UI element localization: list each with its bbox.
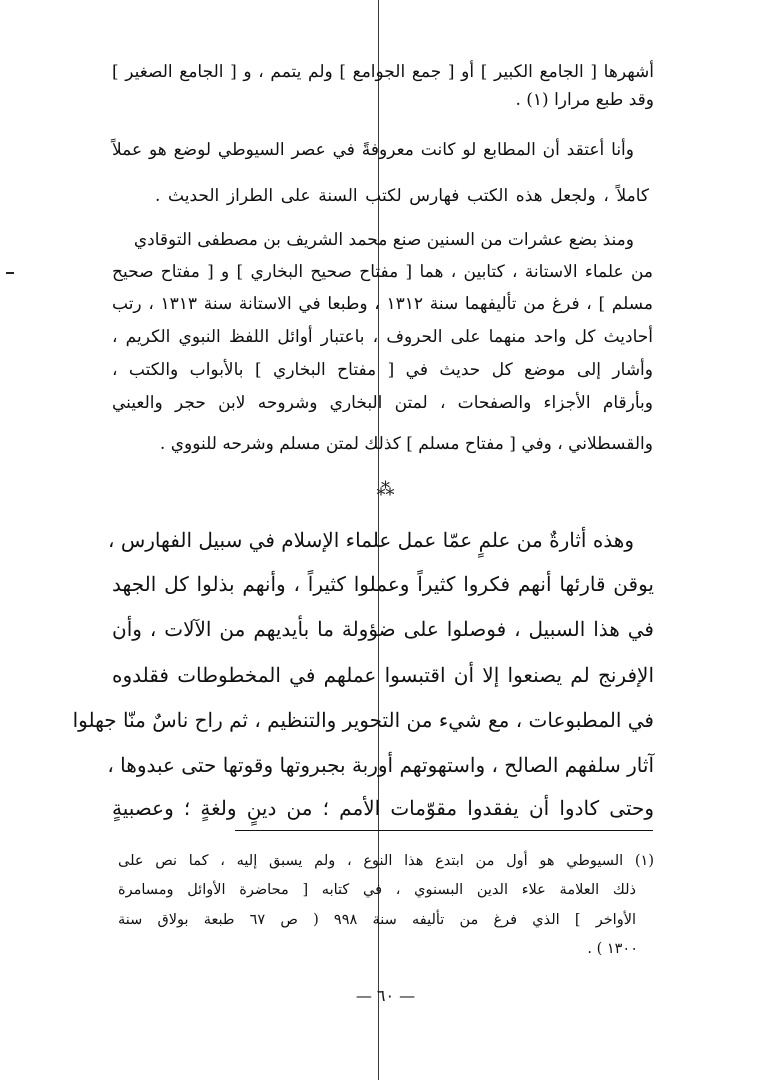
footnote-rule — [235, 830, 653, 831]
footnote-line-3: الأواخر ] الذي فرغ من تأليفه سنة ٩٩٨ ( ص ٦٧ طبعة بولاق سنة — [118, 912, 636, 928]
page-number: — ٦٠ — — [355, 986, 416, 1005]
footnote-line-4: ١٣٠٠ ) . — [587, 941, 638, 957]
paragraph-4-line-2: يوقن قارئها أنهم فكروا كثيراً وعملوا كثيراً ، وأنهم بذلوا كل الجهد — [112, 572, 654, 596]
paragraph-3-line-2: من علماء الاستانة ، كتابين ، هما [ مفتاح صحيح البخاري ] و [ مفتاح صحيح — [112, 262, 653, 282]
paragraph-1-line-2: وقد طبع مرارا (١) . — [515, 90, 654, 110]
paragraph-2-line-1: وأنا أعتقد أن المطابع لو كانت معروفةً في عصر السيوطي لوضع هو عملاً — [112, 140, 634, 160]
paragraph-3-line-7: والقسطلاني ، وفي [ مفتاح مسلم ] كذلك لمتن مسلم وشرحه للنووي . — [159, 434, 653, 454]
paragraph-3-line-3: مسلم ] ، فرغ من تأليفهما سنة ١٣١٢ ، وطبعا في الاستانة سنة ١٣١٣ ، رتب — [112, 294, 653, 314]
paragraph-4-line-3: في هذا السبيل ، فوصلوا على ضؤولة ما بأيديهم من الآلات ، وأن — [112, 617, 654, 641]
footnote-line-2: ذلك العلامة علاء الدين البسنوي ، في كتابه [ محاضرة الأوائل ومسامرة — [118, 882, 636, 898]
paragraph-4-line-4: الإفرنج لم يصنعوا إلا أن اقتبسوا عملهم في المخطوطات فقلدوه — [112, 663, 654, 687]
footnote-line-1: (١) السيوطي هو أول من ابتدع هذا النوع ، ولم يسبق إليه ، كما نص على — [118, 853, 654, 869]
paragraph-3-line-5: وأشار إلى موضع كل حديث في [ مفتاح البخاري ] بالأبواب والكتب ، — [112, 360, 653, 380]
paragraph-4-line-5: في المطبوعات ، مع شيء من التحوير والتنظيم ، ثم راح ناسٌ منّا جهلوا — [72, 708, 654, 732]
paragraph-3-line-1: ومنذ بضع عشرات من السنين صنع محمد الشريف بن مصطفى التوقادي — [133, 230, 634, 250]
paragraph-4-line-6: آثار سلفهم الصالح ، واستهوتهم أوربة بجبروتها وقوتها حتى عبدوها ، — [107, 753, 654, 777]
paragraph-3-line-6: وبأرقام الأجزاء والصفحات ، لمتن البخاري وشروحه لابن حجر والعيني — [112, 393, 653, 413]
paragraph-2-line-2: كاملاً ، ولجعل هذه الكتب فهارس لكتب السنة على الطراز الحديث . — [155, 186, 649, 206]
section-ornament: ⁂ — [376, 479, 395, 500]
paragraph-1-line-1: أشهرها [ الجامع الكبير ] أو [ جمع الجوامع ] ولم يتمم ، و [ الجامع الصغير ] — [112, 62, 654, 82]
paragraph-4-line-7: وحتى كادوا أن يفقدوا مقوّمات الأمم ؛ من دينٍ ولغةٍ ؛ وعصبيةٍ — [112, 796, 654, 820]
margin-mark — [6, 272, 14, 274]
paragraph-4-line-1: وهذه أثارةٌ من علمٍ عمّا عمل علماء الإسلام في سبيل الفهارس ، — [108, 528, 634, 552]
paragraph-3-line-4: أحاديث كل واحد منهما على الحروف ، باعتبار أوائل اللفظ النبوي الكريم ، — [112, 327, 653, 347]
